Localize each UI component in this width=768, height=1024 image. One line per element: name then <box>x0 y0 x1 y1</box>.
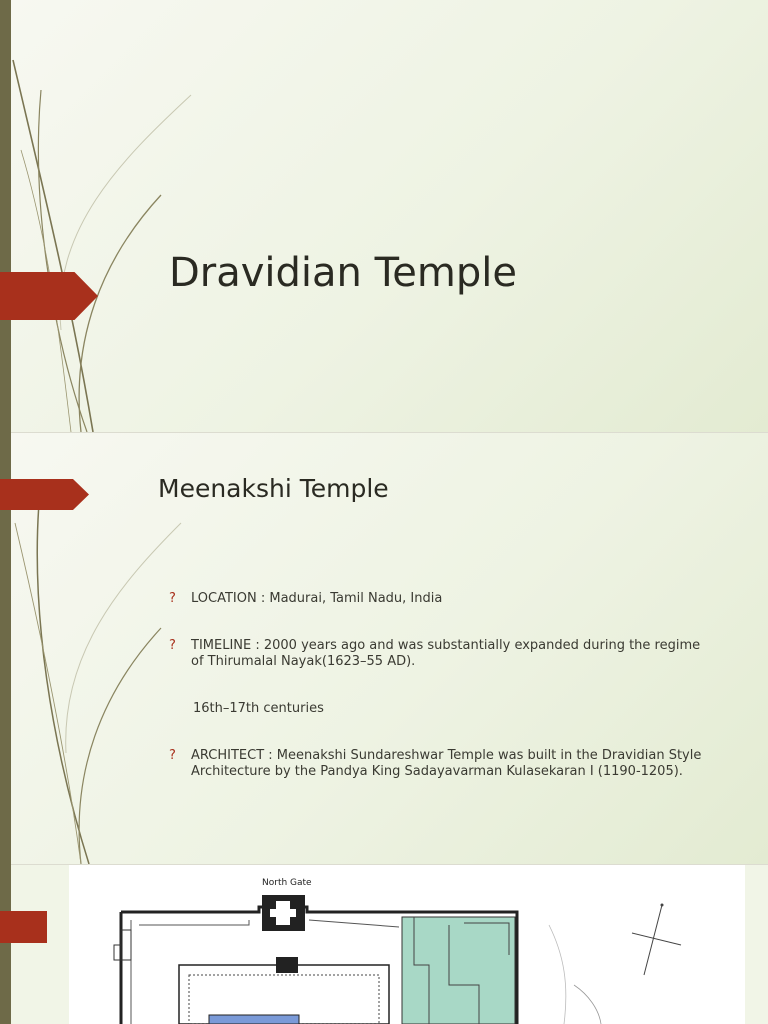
slide-heading: Meenakshi Temple <box>158 474 389 503</box>
heading-accent-tab <box>0 479 89 510</box>
meenakshi-slide <box>11 433 768 864</box>
bullet-location <box>169 591 709 607</box>
title-slide <box>11 0 768 432</box>
bullet-marker: ? <box>169 591 176 606</box>
architect-text: ARCHITECT : Meenakshi Sundareshwar Temple was built in the Dravidian Style Architecture by the Pandya King Sadayavarman Kulasekaran I (1190-1205). <box>191 748 702 779</box>
plan-accent-tab <box>0 911 47 943</box>
north-gate-label: North Gate <box>262 878 312 888</box>
slide-title: Dravidian Temple <box>169 250 517 296</box>
timeline-text: TIMELINE : 2000 years ago and was substantially expanded during the regime of Thirumalal Nayak(1623–55 AD). <box>191 638 701 669</box>
left-rail <box>0 0 11 1024</box>
bullet-marker: ? <box>169 638 176 653</box>
decorative-swoosh <box>11 0 211 432</box>
bullet-marker: ? <box>169 748 176 763</box>
temple-plan-image <box>69 865 745 1024</box>
centuries-text: 16th–17th centuries <box>193 701 324 716</box>
bullet-architect <box>169 748 709 780</box>
plan-slide <box>11 865 768 1024</box>
bullet-timeline <box>169 638 709 670</box>
location-text: LOCATION : Madurai, Tamil Nadu, India <box>191 591 443 606</box>
bullet-list <box>169 591 709 811</box>
temple-plan-drawing <box>69 865 745 1024</box>
